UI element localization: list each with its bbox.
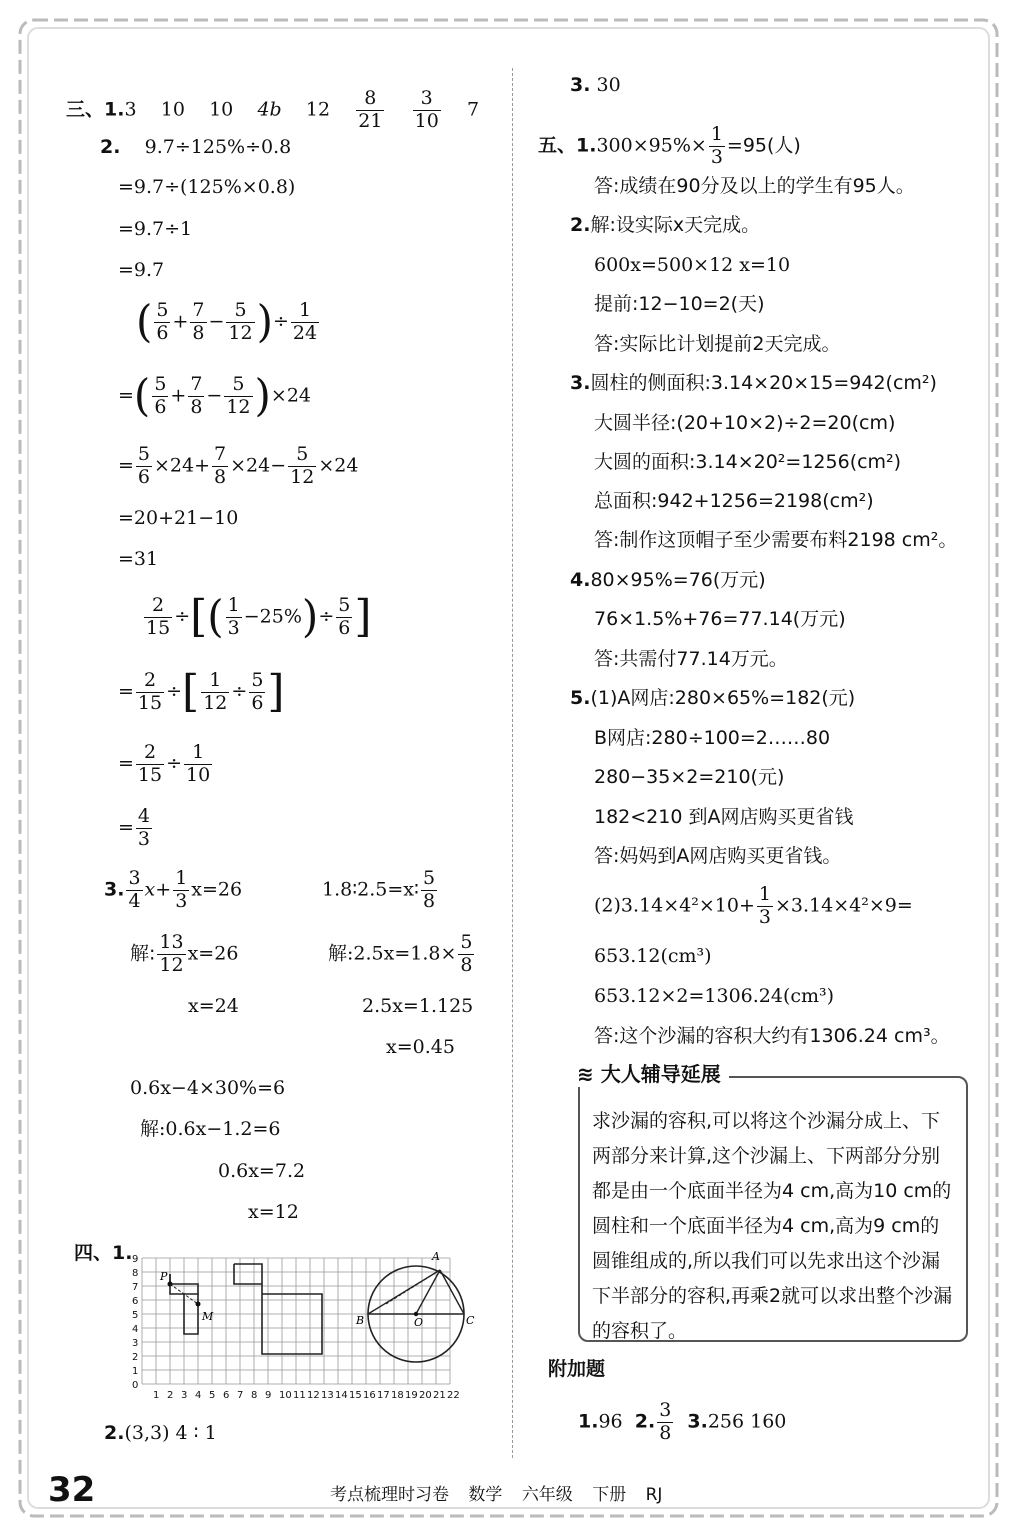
x-tick-label: 11 xyxy=(293,1390,306,1401)
x-tick-label: 12 xyxy=(307,1390,320,1401)
s5-q2-line4: 答:实际比计划提前2天完成。 xyxy=(594,333,841,355)
s5-q5-line2: B网店:280÷100=2……80 xyxy=(594,727,831,749)
s5-q3-line3: 大圆的面积:3.14×20²=1256(cm²) xyxy=(594,451,902,473)
q2-b-line3: = $\frac{5}{6}$ ×24+ $\frac{7}{8}$ ×24− $\frac{5}{12}$ ×24 xyxy=(118,443,359,488)
x-tick-label: 2 xyxy=(167,1390,174,1401)
right-q3-answer: 3. 30 xyxy=(570,74,621,96)
s5-q2-line2: 600x=500×12 x=10 xyxy=(594,254,791,276)
x-tick-label: 22 xyxy=(447,1390,460,1401)
y-tick-label: 5 xyxy=(132,1310,139,1321)
grid-figure xyxy=(122,1240,492,1412)
x-tick-label: 9 xyxy=(265,1390,272,1401)
section-3-q1: 三、1.3 10 10 4b 12 $\frac{8}{21}$ $\frac{3}{10}$ 7 xyxy=(66,87,480,132)
s5-q3-line4: 总面积:942+1256=2198(cm²) xyxy=(594,490,874,512)
x-tick-label: 14 xyxy=(335,1390,348,1401)
label-B: B xyxy=(356,1314,365,1327)
x-tick-label: 13 xyxy=(321,1390,334,1401)
q3-eq1-line2: 解: $\frac{13}{12}$ x=26 xyxy=(130,931,239,976)
x-tick-label: 1 xyxy=(153,1390,160,1401)
label-O: O xyxy=(414,1316,424,1329)
s5-q5-line5: 答:妈妈到A网店购买更省钱。 xyxy=(594,845,842,867)
x-tick-label: 19 xyxy=(405,1390,418,1401)
tutor-note-title: ≋ 大人辅导延展 xyxy=(577,1058,729,1087)
q2-a-line2: =9.7÷(125%×0.8) xyxy=(118,176,296,198)
shape-big xyxy=(234,1264,322,1354)
s5-q5-answer: 答:这个沙漏的容积大约有1306.24 cm³。 xyxy=(594,1025,950,1047)
tutor-note-text: 求沙漏的容积,可以将这个沙漏分成上、下两部分来计算,这个沙漏上、下两部分分别都是由一个底面半径为4 cm,高为10 cm的圆柱和一个底面半径为4 cm,高为9 cm的圆锥组成的,所以我们可以先求出这个沙漏下半部分的容积,再乘2就可以求出整个沙漏的容积了。 xyxy=(592,1110,953,1342)
footer-info: 考点梳理时习卷 数学 六年级 下册 RJ xyxy=(330,1485,663,1505)
wave-icon: ≋ xyxy=(577,1062,594,1086)
s5-q4-line1: 4.80×95%=76(万元) xyxy=(570,569,766,591)
x-tick-label: 16 xyxy=(363,1390,376,1401)
label-M: M xyxy=(202,1310,214,1323)
q3-eq2-line3: 2.5x=1.125 xyxy=(362,995,474,1017)
q2-c-line4: = $\frac{4}{3}$ xyxy=(118,805,151,850)
label-A: A xyxy=(432,1250,440,1263)
y-tick-label: 0 xyxy=(132,1380,139,1391)
q3-eq2-line1: 1.8∶2.5=x∶ $\frac{5}{8}$ xyxy=(322,867,436,912)
label-P: P xyxy=(160,1270,168,1283)
s5-q5-line6: (2)3.14×4²×10+ $\frac{1}{3}$ ×3.14×4²×9= xyxy=(594,883,913,928)
q3-eq2-line4: x=0.45 xyxy=(386,1036,455,1058)
q3-eq1-line3: x=24 xyxy=(188,995,239,1017)
q2-a-line1: 2. 9.7÷125%÷0.8 xyxy=(100,136,292,158)
y-tick-label: 6 xyxy=(132,1296,139,1307)
y-tick-label: 1 xyxy=(132,1366,139,1377)
q2-c-line1: $\frac{2}{15}$ ÷[( $\frac{1}{3}$ −25%)÷ $\frac{5}{6}$ ] xyxy=(146,591,372,643)
s5-q5-line1: 5.(1)A网店:280×65%=182(元) xyxy=(570,687,856,709)
q3-eq3-line4: x=12 xyxy=(248,1201,299,1223)
y-tick-label: 3 xyxy=(132,1338,139,1349)
q2-a-line4: =9.7 xyxy=(118,259,165,281)
x-tick-label: 10 xyxy=(279,1390,292,1401)
q3-eq3-line1: 0.6x−4×30%=6 xyxy=(130,1077,286,1099)
y-tick-label: 8 xyxy=(132,1268,139,1279)
x-tick-label: 17 xyxy=(377,1390,390,1401)
y-tick-label: 7 xyxy=(132,1282,139,1293)
q2-b-line4: =20+21−10 xyxy=(118,507,239,529)
s5-q1-answer: 答:成绩在90分及以上的学生有95人。 xyxy=(594,175,915,197)
s5-q3-line1: 3.圆柱的侧面积:3.14×20×15=942(cm²) xyxy=(570,372,937,394)
x-tick-label: 6 xyxy=(223,1390,230,1401)
x-tick-label: 4 xyxy=(195,1390,202,1401)
section-label: 三、 xyxy=(66,98,105,121)
q2-c-line3: = $\frac{2}{15}$ ÷ $\frac{1}{10}$ xyxy=(118,741,211,786)
y-tick-label: 4 xyxy=(132,1324,139,1335)
s5-q5-line7: 653.12(cm³) xyxy=(594,945,712,967)
x-tick-label: 3 xyxy=(181,1390,188,1401)
fraction: $\frac{8}{21}$ xyxy=(358,87,383,132)
extra-answers: 1.96 2. $\frac{3}{8}$ 3.256 160 xyxy=(578,1399,787,1444)
section-4-q2: 2.(3,3) 4 ∶ 1 xyxy=(104,1422,217,1444)
q2-c-line2: = $\frac{2}{15}$ ÷[ $\frac{1}{12}$ ÷ $\frac{5}{6}$ ] xyxy=(118,666,285,718)
page-number: 32 xyxy=(48,1470,96,1510)
q3-eq2-line2: 解:2.5x=1.8× $\frac{5}{8}$ xyxy=(328,931,473,976)
extra-title: 附加题 xyxy=(548,1358,606,1380)
s5-q5-line8: 653.12×2=1306.24(cm³) xyxy=(594,985,835,1007)
q2-b-line1: ( $\frac{5}{6}$ + $\frac{7}{8}$ − $\frac{5}{12}$ )÷ $\frac{1}{24}$ xyxy=(136,296,318,348)
x-tick-label: 18 xyxy=(391,1390,404,1401)
x-tick-label: 8 xyxy=(251,1390,258,1401)
q3-eq3-line2: 解:0.6x−1.2=6 xyxy=(140,1118,281,1140)
q2-a-line3: =9.7÷1 xyxy=(118,218,193,240)
section-4-label: 四、1. xyxy=(74,1242,133,1264)
fraction: $\frac{3}{10}$ xyxy=(414,87,439,132)
x-tick-label: 15 xyxy=(349,1390,362,1401)
section-5-q1: 五、1.300×95%× $\frac{1}{3}$ =95(人) xyxy=(538,123,801,168)
s5-q5-line3: 280−35×2=210(元) xyxy=(594,766,785,788)
column-divider xyxy=(512,68,513,1458)
s5-q4-answer: 答:共需付77.14万元。 xyxy=(594,648,788,670)
label-C: C xyxy=(466,1314,475,1327)
s5-q5-line4: 182<210 到A网店购买更省钱 xyxy=(594,806,854,828)
q3-eq1-line1: 3. $\frac{3}{4}$ x+ $\frac{1}{3}$ x=26 xyxy=(104,867,243,912)
x-tick-label: 21 xyxy=(433,1390,446,1401)
q2-b-line5: =31 xyxy=(118,548,159,570)
q2-b-line2: =( $\frac{5}{6}$ + $\frac{7}{8}$ − $\frac{5}{12}$ )×24 xyxy=(118,370,312,422)
s5-q3-answer: 答:制作这顶帽子至少需要布料2198 cm²。 xyxy=(594,529,958,551)
y-tick-label: 2 xyxy=(132,1352,139,1363)
x-tick-label: 7 xyxy=(237,1390,244,1401)
x-tick-label: 5 xyxy=(209,1390,216,1401)
x-tick-label: 20 xyxy=(419,1390,432,1401)
s5-q4-line2: 76×1.5%+76=77.14(万元) xyxy=(594,608,846,630)
s5-q3-line2: 大圆半径:(20+10×2)÷2=20(cm) xyxy=(594,412,896,434)
q3-eq3-line3: 0.6x=7.2 xyxy=(218,1160,306,1182)
y-tick-label: 9 xyxy=(132,1254,139,1265)
s5-q2-line1: 2.解:设实际x天完成。 xyxy=(570,214,761,236)
s5-q2-line3: 提前:12−10=2(天) xyxy=(594,293,765,315)
